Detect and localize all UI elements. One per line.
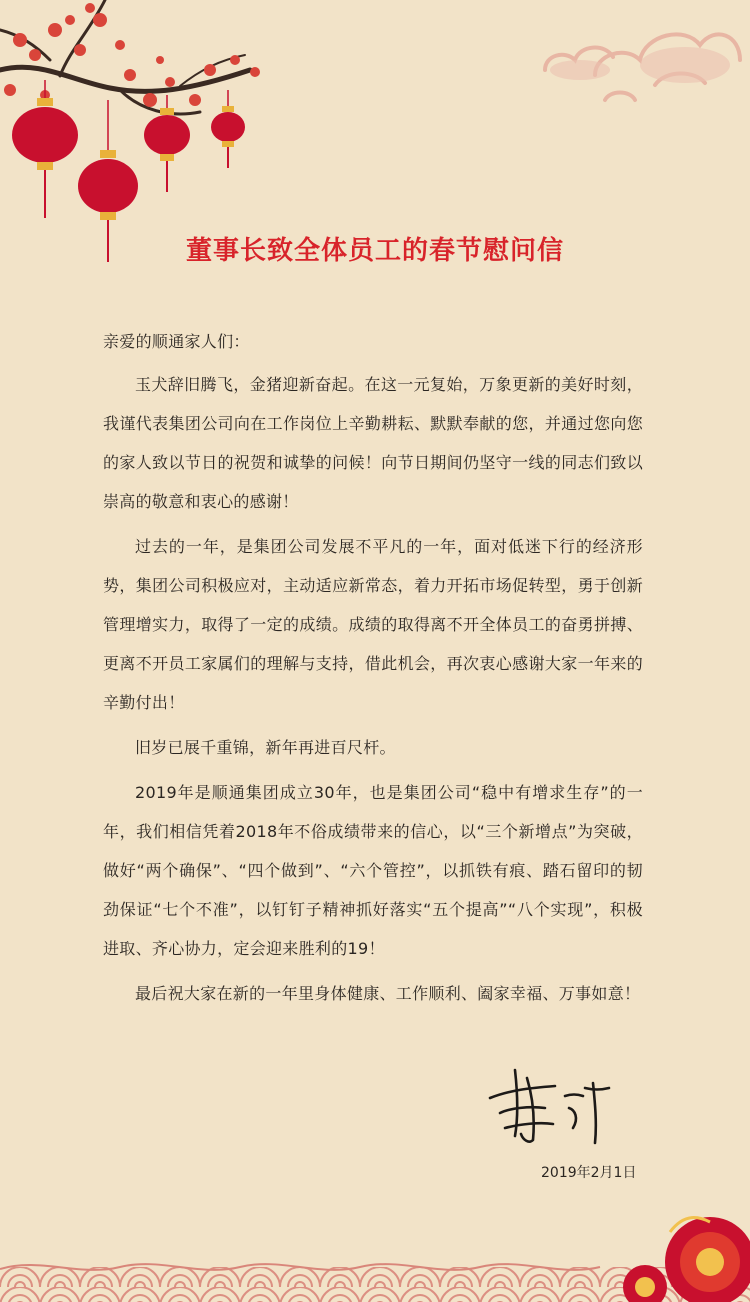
letter-title: 董事长致全体员工的春节慰问信 [185,236,564,266]
letter-greeting: 亲爱的顺通家人们： [103,332,250,351]
letter-paragraph: 最后祝大家在新的一年里身体健康、工作顺利、阖家幸福、万事如意！ [135,984,641,1003]
letter-date: 2019年2月1日 [541,1165,637,1181]
letter-paragraph: 2019年是顺通集团成立30年，也是集团公司“稳中有增求生存”的一年，我们相信凭着2018年不俗成绩带来的信心，以“三个新增点”为突破，做好“两个确保”、“四个做到”、“六个管控”，以抓铁有痕、踏石留印的韧劲保证“七个不准”，以钉钉子精神抓好落实“五个提高”“八个实现”，积极进取、齐心协力，定会迎来胜利的19！ [103,783,643,958]
letter-body [103,322,643,1019]
letter-paragraph: 过去的一年，是集团公司发展不平凡的一年，面对低迷下行的经济形势，集团公司积极应对，主动适应新常态，着力开拓市场促转型，勇于创新管理增实力，取得了一定的成绩。成绩的取得离不开全体员工的奋勇拼搏、更离不开员工家属们的理解与支持，借此机会，再次衷心感谢大家一年来的辛勤付出！ [103,537,643,712]
handwritten-signature [485,1058,615,1148]
letter-paragraph: 玉犬辞旧腾飞，金猪迎新奋起。在这一元复始，万象更新的美好时刻，我谨代表集团公司向在工作岗位上辛勤耕耘、默默奉献的您，并通过您向您的家人致以节日的祝贺和诚挚的问候！向节日期间仍坚守一线的同志们致以崇高的敬意和衷心的感谢！ [103,375,643,511]
lantern-3 [144,108,190,192]
auspicious-cloud-decoration [535,15,750,110]
red-flower-decoration [590,1192,750,1302]
lantern-1 [12,98,78,218]
letter-paragraph: 旧岁已展千重锦，新年再进百尺杆。 [135,738,396,757]
lantern-4 [211,106,245,168]
